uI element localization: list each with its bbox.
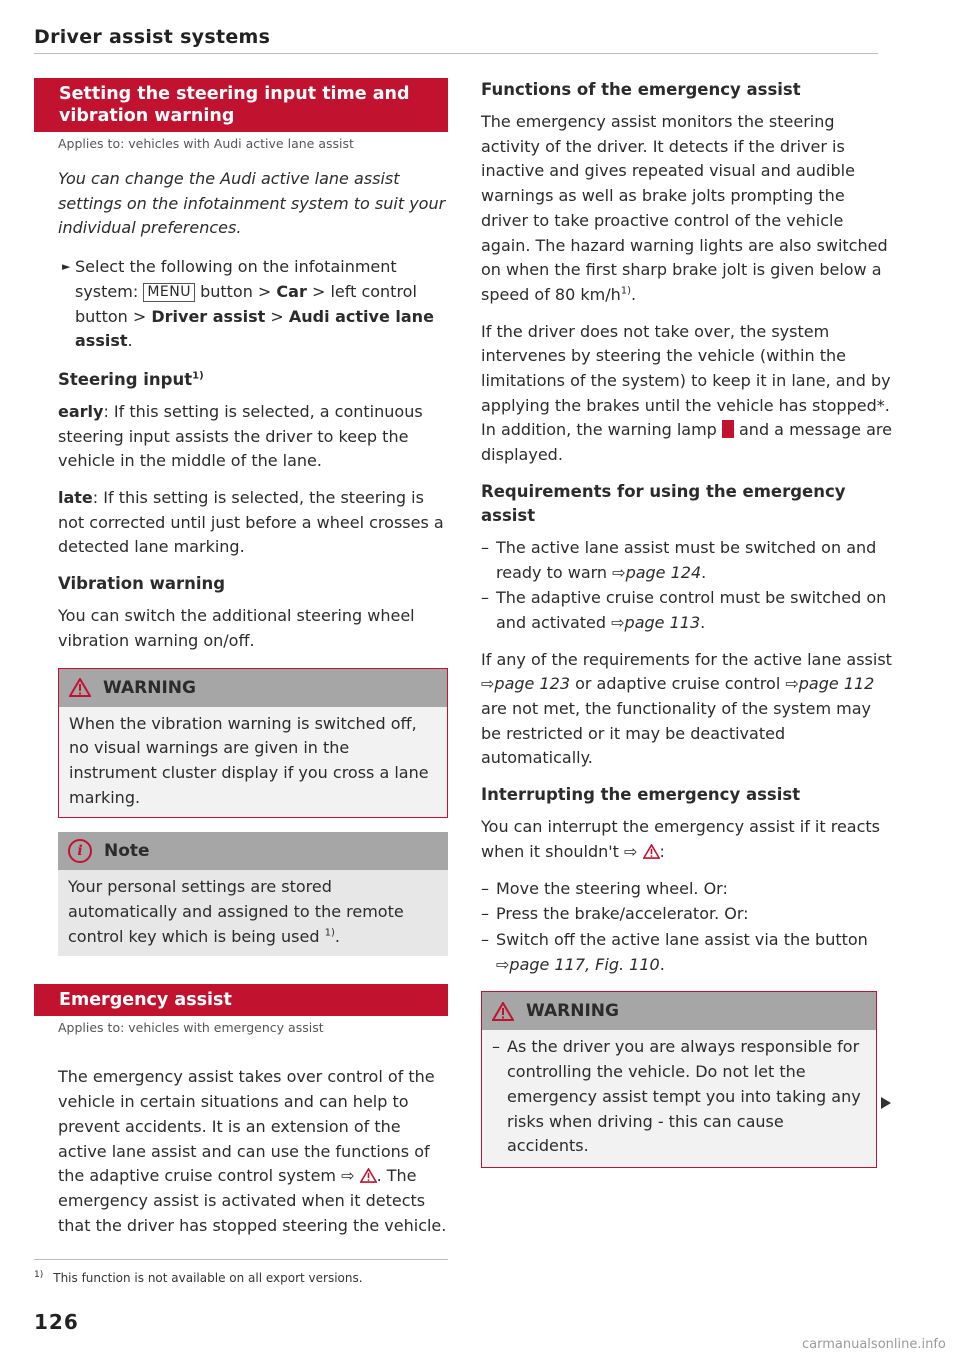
warning-triangle-icon xyxy=(643,844,660,859)
info-circle-icon: i xyxy=(68,839,92,863)
functions-text-2: If the driver does not take over, the system intervenes by steering the vehicle (within the limitations of the system) to keep it in lane, and by applying the brakes until the vehicle has stopped*. In addition, the warning lamp and a message are displayed. xyxy=(481,321,892,465)
watermark: carmanualsonline.info xyxy=(802,1337,946,1352)
warning-box-emergency xyxy=(481,991,877,1168)
list-item: – The adaptive cruise control must be switched on and activated ⇨page 113. xyxy=(481,588,887,632)
page-number: 126 xyxy=(34,1310,79,1334)
page-link[interactable]: page 124 xyxy=(625,562,702,582)
page-link[interactable]: page 117, Fig. 110 xyxy=(509,954,660,974)
warning-triangle-icon xyxy=(492,1002,514,1021)
left-column xyxy=(34,78,448,1250)
page-header xyxy=(34,26,878,48)
continue-arrow-icon xyxy=(881,1097,891,1109)
list-item: – The active lane assist must be switched on and ready to warn ⇨page 124. xyxy=(481,537,877,582)
list-item: – Press the brake/accelerator. Or: xyxy=(481,904,749,924)
list-item: – As the driver you are always responsible for controlling the vehicle. Do not let the emergency assist tempt you into taking any risks when driving - this can cause accidents. xyxy=(492,1037,861,1156)
warning-header: WARNING xyxy=(482,992,876,1030)
instruction-step: ► Select the following on the infotainment system: MENU button > Car > left control button > Driver assist > Audi active lane assist. xyxy=(62,257,434,351)
warning-body: When the vibration warning is switched off, no visual warnings are given in the instrument cluster display if you cross a lane marking. xyxy=(69,713,429,807)
steering-early-text: early: If this setting is selected, a continuous steering input assists the driver to keep the vehicle in the middle of the lane. xyxy=(58,401,423,471)
heading-vibration-warning: Vibration warning xyxy=(58,574,226,594)
emergency-assist-text: The emergency assist takes over control of the vehicle in certain situations and can help to prevent accidents. It is an extension of the active lane assist and can use the functions of the adaptive cruise control system ⇨ . The emergency assist is activated when it detects that the driver has stopped steering the vehicle. xyxy=(58,1067,447,1235)
requirements-list xyxy=(481,536,895,636)
interrupting-text: You can interrupt the emergency assist if it reacts when it shouldn't ⇨ : xyxy=(481,817,880,861)
section-banner-emergency-assist: Emergency assist xyxy=(34,984,448,1016)
page-link[interactable]: page 113 xyxy=(624,612,701,632)
footnote: $^{1)}$ This function is not available on all export versions. xyxy=(34,1270,363,1285)
warning-box-vibration xyxy=(58,668,448,819)
page-link[interactable]: page 123 xyxy=(494,674,570,694)
note-body: Your personal settings are stored automatically and assigned to the remote control key which is being used $^{1)}$. xyxy=(68,877,404,946)
warning-body xyxy=(482,1030,876,1167)
interrupting-list xyxy=(481,877,895,978)
steering-late-text: late: If this setting is selected, the steering is not corrected until just before a wheel crosses a detected lane marking. xyxy=(58,488,444,557)
warning-triangle-icon xyxy=(69,678,91,697)
note-header: i Note xyxy=(58,832,448,870)
step-triangle-icon: ► xyxy=(62,260,71,274)
list-item: – Move the steering wheel. Or: xyxy=(481,878,728,898)
intro-text: You can change the Audi active lane assist settings on the infotainment system to suit your individual preferences. xyxy=(58,169,446,238)
vibration-text: You can switch the additional steering wheel vibration warning on/off. xyxy=(58,606,415,650)
warning-lamp-icon xyxy=(722,420,734,438)
warning-header: WARNING xyxy=(59,669,447,707)
note-box xyxy=(58,832,448,956)
heading-requirements: Requirements for using the emergency assist xyxy=(481,481,846,525)
requirements-text: If any of the requirements for the active lane assist ⇨page 123 or adaptive cruise control ⇨page 112 are not met, the functionality of the system may be restricted or it may be deactivated automatically. xyxy=(481,649,892,768)
section-banner-steering-input: Setting the steering input time and vibration warning xyxy=(34,78,448,132)
heading-steering-input: Steering input$^{1)}$ xyxy=(58,369,204,389)
warning-triangle-icon xyxy=(360,1168,377,1183)
applies-to-note: Applies to: vehicles with Audi active lane assist xyxy=(58,136,354,151)
page-link[interactable]: page 112 xyxy=(798,674,875,694)
heading-functions: Functions of the emergency assist xyxy=(481,80,801,99)
heading-interrupting: Interrupting the emergency assist xyxy=(481,785,801,805)
functions-text-1: The emergency assist monitors the steering activity of the driver. It detects if the driver is inactive and gives repeated visual and audible warnings as well as brake jolts prompting the driver to take proactive control of the vehicle again. The hazard warning lights are also switched on when the first sharp brake jolt is given below a speed of 80 $km/h^{1)}$. xyxy=(481,112,888,304)
menu-key: MENU xyxy=(143,283,195,302)
footnote-divider xyxy=(34,1259,448,1260)
header-divider xyxy=(34,53,878,54)
right-column xyxy=(481,78,895,1182)
applies-to-note-emergency: Applies to: vehicles with emergency assist xyxy=(58,1020,324,1036)
section-title: Driver assist systems xyxy=(34,26,271,48)
list-item: – Switch off the active lane assist via the button ⇨page 117, Fig. 110. xyxy=(481,929,868,974)
